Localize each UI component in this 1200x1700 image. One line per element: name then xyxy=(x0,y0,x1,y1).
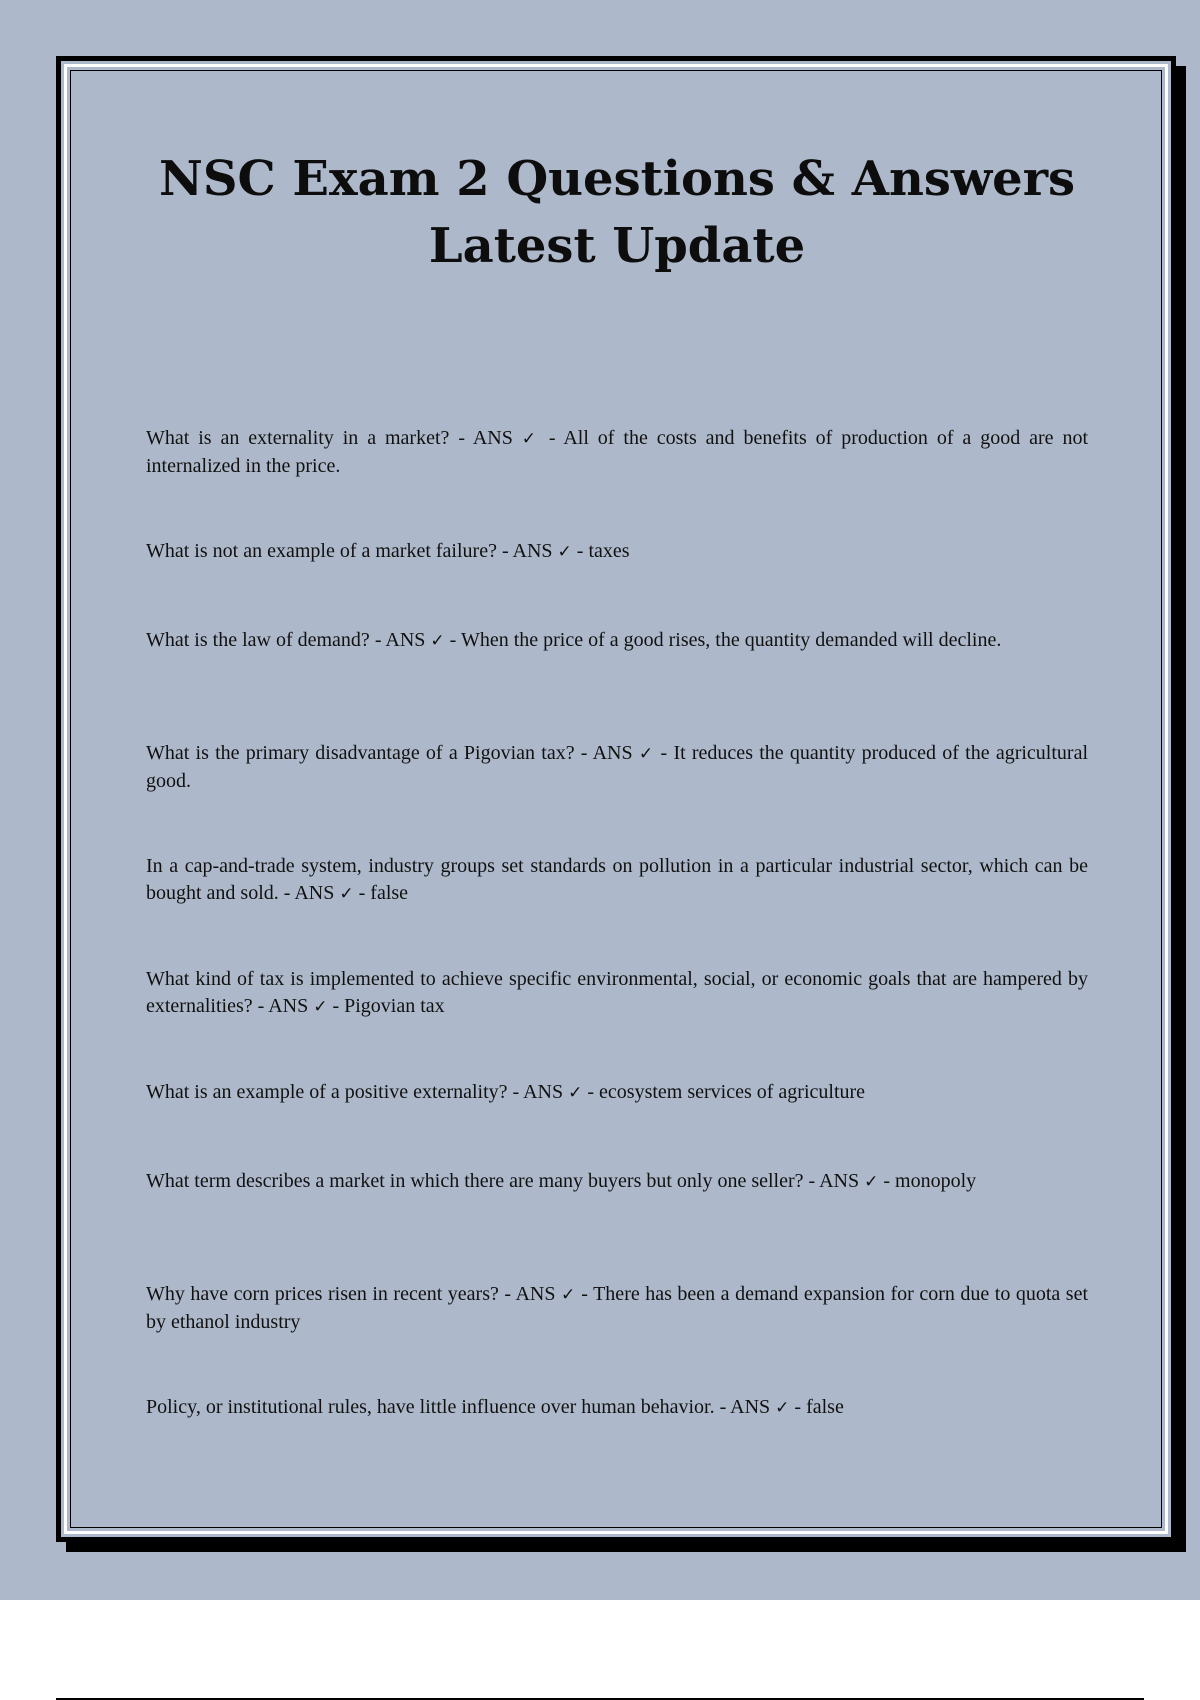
question-text: Policy, or institutional rules, have little influence over human behavior. xyxy=(146,1396,715,1418)
answer-text: monopoly xyxy=(895,1170,977,1192)
answer-marker: ANS xyxy=(819,1170,860,1192)
checkmark-icon: ✓ xyxy=(864,1172,879,1192)
answer-marker: ANS xyxy=(512,540,553,562)
answer-text: All of the costs and benefits of production of a good are not internalized in the price. xyxy=(146,427,1089,477)
answer-marker: ANS xyxy=(472,427,513,449)
qa-item: What is an externality in a market? - ANS ✓ - All of the costs and benefits of production of a good are not internalized in the price. xyxy=(146,427,1089,477)
checkmark-icon: ✓ xyxy=(568,1083,583,1103)
qa-list xyxy=(146,425,1088,1483)
title-line-2: Latest Update xyxy=(428,218,806,274)
qa-item: What kind of tax is implemented to achieve specific environmental, social, or economic goals that are hampered by externalities? - ANS ✓ - Pigovian tax xyxy=(146,968,1088,1017)
answer-text: ecosystem services of agriculture xyxy=(599,1081,866,1103)
question-text: In a cap-and-trade system, industry groups set standards on pollution in a particular industrial sector, which can be bought and sold. xyxy=(146,855,1088,904)
checkmark-icon: ✓ xyxy=(430,631,445,651)
answer-text: When the price of a good rises, the quantity demanded will decline. xyxy=(460,629,1002,651)
answer-marker: ANS xyxy=(523,1081,564,1103)
answer-marker: ANS xyxy=(515,1283,556,1305)
qa-item: In a cap-and-trade system, industry groups set standards on pollution in a particular industrial sector, which can be bought and sold. - ANS ✓ - false xyxy=(146,855,1088,904)
qa-item: What is an example of a positive externality? - ANS ✓ - ecosystem services of agriculture xyxy=(146,1081,866,1103)
title-line-1: NSC Exam 2 Questions & Answers xyxy=(158,151,1076,207)
qa-item: Policy, or institutional rules, have little influence over human behavior. - ANS ✓ - false xyxy=(146,1396,844,1418)
answer-marker: ANS xyxy=(268,995,309,1017)
checkmark-icon: ✓ xyxy=(339,884,354,904)
answer-marker: ANS xyxy=(592,742,633,764)
answer-marker: ANS xyxy=(385,629,426,651)
answer-text: false xyxy=(370,882,409,904)
checkmark-icon: ✓ xyxy=(557,542,572,562)
answer-text: false xyxy=(806,1396,844,1418)
question-text: What kind of tax is implemented to achieve specific environmental, social, or economic goals that are hampered by externalities? xyxy=(146,968,1088,1017)
answer-text: There has been a demand expansion for corn due to quota set by ethanol industry xyxy=(146,1283,1088,1333)
question-text: What is the law of demand? xyxy=(146,629,370,651)
document-title xyxy=(100,146,1134,280)
question-text: What term describes a market in which there are many buyers but only one seller? xyxy=(146,1170,804,1192)
qa-item: Why have corn prices risen in recent years? - ANS ✓ - There has been a demand expansion for corn due to quota set by ethanol industry xyxy=(146,1283,1088,1333)
answer-text: Pigovian tax xyxy=(344,995,445,1017)
answer-text: It reduces the quantity produced of the agricultural good. xyxy=(146,742,1088,792)
checkmark-icon: ✓ xyxy=(638,744,655,764)
qa-item: What is the primary disadvantage of a Pigovian tax? - ANS ✓ - It reduces the quantity produced of the agricultural good. xyxy=(146,742,1088,792)
answer-text: taxes xyxy=(588,540,630,562)
checkmark-icon: ✓ xyxy=(313,997,328,1017)
question-text: What is not an example of a market failure? xyxy=(146,540,497,562)
answer-marker: ANS xyxy=(730,1396,771,1418)
answer-marker: ANS xyxy=(294,882,335,904)
checkmark-icon: ✓ xyxy=(521,429,540,449)
question-text: What is an example of a positive externality? xyxy=(146,1081,508,1103)
question-text: What is the primary disadvantage of a Pigovian tax? xyxy=(146,742,575,764)
qa-item: What is the law of demand? - ANS ✓ - When the price of a good rises, the quantity demanded will decline. xyxy=(146,629,1002,651)
question-text: What is an externality in a market? xyxy=(146,427,450,449)
checkmark-icon: ✓ xyxy=(775,1398,790,1418)
qa-item: What is not an example of a market failure? - ANS ✓ - taxes xyxy=(146,540,630,562)
qa-item: What term describes a market in which there are many buyers but only one seller? - ANS ✓ - monopoly xyxy=(146,1170,977,1192)
checkmark-icon: ✓ xyxy=(561,1285,576,1305)
question-text: Why have corn prices risen in recent years? xyxy=(146,1283,499,1305)
